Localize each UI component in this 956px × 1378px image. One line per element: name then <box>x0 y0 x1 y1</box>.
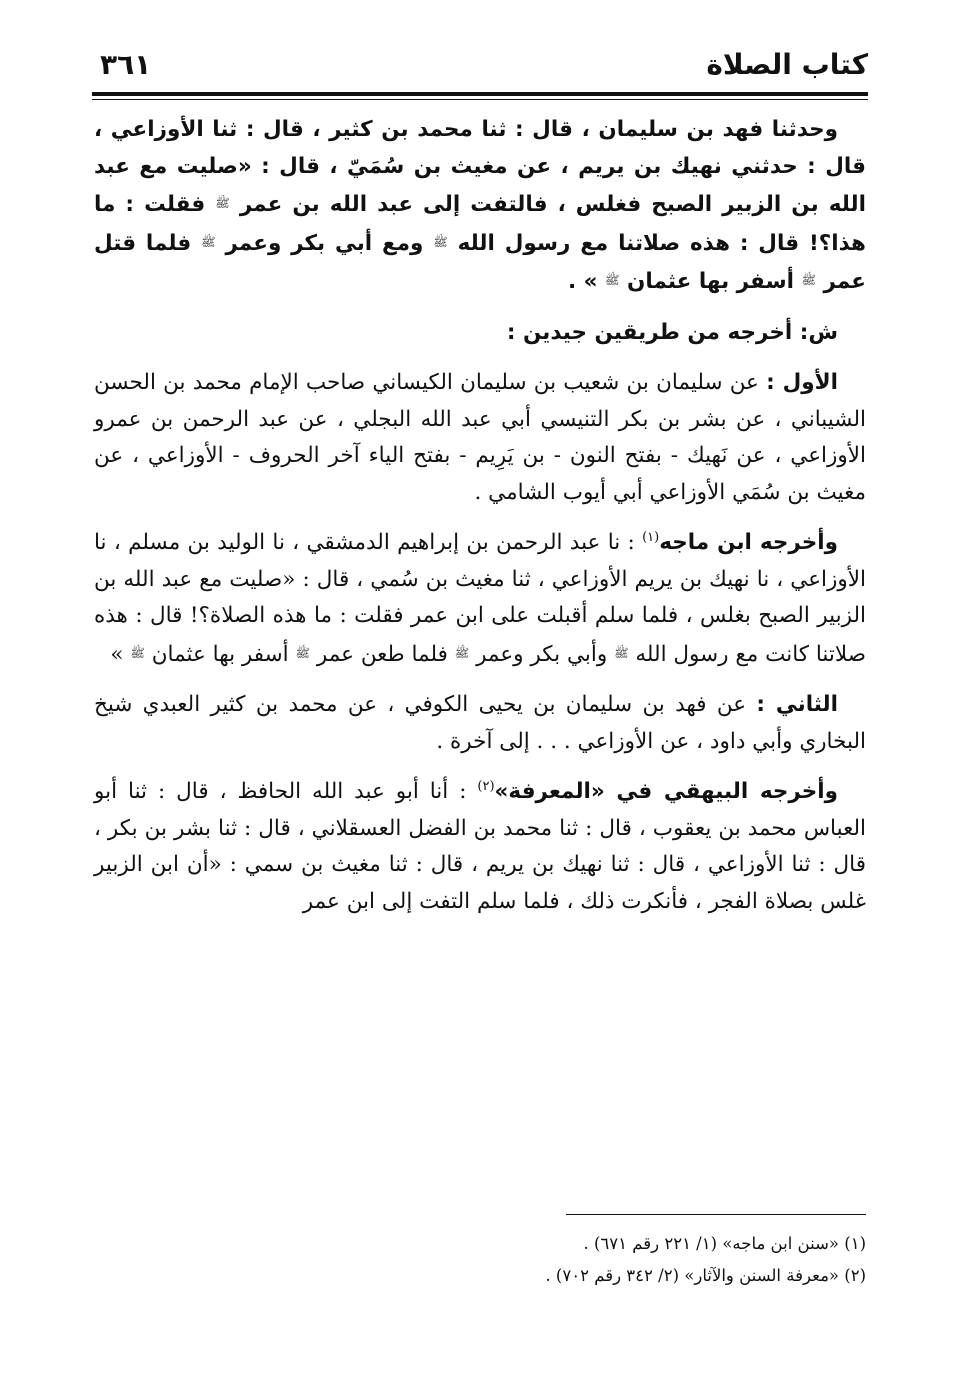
footnote-item: (١) «سنن ابن ماجه» (١/ ٢٢١ رقم ٦٧١) . <box>583 1234 866 1253</box>
honorific-glyph: ﷺ <box>801 273 817 287</box>
text-segment: ومع أبي بكر وعمر <box>225 230 424 256</box>
text-segment: عن سليمان بن شعيب بن سليمان الكيساني صاحب الإمام محمد بن الحسن الشيباني ، عن بشر بن بكر التنيسي أبي عبد الله البجلي ، عن عبد الرحمن بن عمرو الأوزاعي ، عن نَهيك - بفتح النون - بن يَرِيم - بفتح الياء آخر الحروف - الأوزاعي ، عن مغيث بن سُمَي الأوزاعي أبي أيوب الشامي . <box>94 370 866 505</box>
running-title: كتاب الصلاة <box>706 48 868 81</box>
text-segment: » . <box>567 269 598 294</box>
text-segment: فقلت : ما هذا؟! قال : هذه صلاتنا مع رسول الله <box>94 192 866 256</box>
paragraph-lead: الثاني : <box>756 692 838 717</box>
main-text <box>94 112 866 934</box>
paragraph-lead: الأول : <box>766 370 838 395</box>
footnote-reference: (١) <box>642 529 660 545</box>
footnote-separator <box>566 1214 866 1215</box>
footnotes <box>94 1228 866 1292</box>
paragraph-lead: وأخرجه ابن ماجه <box>659 530 838 555</box>
honorific-glyph: ﷺ <box>295 645 311 660</box>
text-segment: أسفر بها عثمان <box>627 269 795 294</box>
honorific-glyph: ﷺ <box>130 645 145 660</box>
text-segment: وأبي بكر وعمر <box>476 641 608 667</box>
text-segment: : أنا أبو عبد الله الحافظ ، قال : ثنا أبو العباس محمد بن يعقوب ، قال : ثنا محمد بن الفضل العسقلاني ، قال : ثنا بشر بن بكر ، قال : ثنا الأوزاعي ، قال : ثنا نهيك بن يريم ، قال : ثنا مغيث بن سمي : «أن ابن الزبير غلس بصلاة الفجر ، فأنكرت ذلك ، فلما سلم التفت إلى ابن عمر <box>94 779 866 914</box>
commentary-heading: ش: أخرجه من طريقين جيدين : <box>506 319 838 345</box>
header-rule-thin <box>92 99 868 100</box>
text-segment: وحدثنا فهد بن سليمان ، قال : ثنا محمد بن كثير ، قال : ثنا الأوزاعي ، قال : حدثني نهيك بن يريم ، عن مغيث بن سُمَيّ ، قال : «صليت مع عبد الله بن الزبير الصبح فغلس ، فالتفت إلى عبد الله بن عمر <box>94 117 867 217</box>
honorific-glyph: ﷺ <box>201 234 216 249</box>
honorific-glyph: ﷺ <box>215 196 230 210</box>
commentary-paragraph <box>94 525 866 673</box>
honorific-glyph: ﷺ <box>433 234 448 249</box>
text-segment: عن فهد بن سليمان بن يحيى الكوفي ، عن محمد بن كثير العبدي شيخ البخاري وأبي داود ، عن الأوزاعي . . . إلى آخرة . <box>94 692 866 754</box>
text-segment: أسفر بها عثمان <box>151 641 289 667</box>
header-rule-thick <box>92 92 868 96</box>
commentary-paragraph <box>94 365 866 511</box>
page-header <box>92 42 868 92</box>
commentary-paragraph <box>94 687 866 760</box>
page-number: ٣٦١ <box>100 48 152 81</box>
footnote-reference: (٢) <box>477 778 495 794</box>
honorific-glyph: ﷺ <box>605 273 620 287</box>
commentary-paragraph <box>94 774 866 920</box>
honorific-glyph: ﷺ <box>614 645 629 660</box>
text-segment: فلما طعن عمر <box>316 641 448 667</box>
text-segment: : نا عبد الرحمن بن إبراهيم الدمشقي ، نا الوليد بن مسلم ، نا الأوزاعي ، نا نهيك بن يريم الأوزاعي ، ثنا مغيث بن سُمي ، قال : «صليت مع عبد الله بن الزبير الصبح بغلس ، فلما سلم أقبلت على ابن عمر فقلت : ما هذه الصلاة؟! قال : هذه صلاتنا كانت مع رسول الله <box>94 530 866 667</box>
paragraph-lead: وأخرجه البيهقي في «المعرفة» <box>494 779 838 804</box>
footnote-item: (٢) «معرفة السنن والآثار» (٢/ ٣٤٢ رقم ٧٠٢) . <box>545 1266 866 1285</box>
text-segment: فلما قتل عمر <box>94 230 866 294</box>
hadith-paragraph <box>94 112 866 301</box>
text-segment: » <box>110 641 124 667</box>
honorific-glyph: ﷺ <box>454 645 470 660</box>
